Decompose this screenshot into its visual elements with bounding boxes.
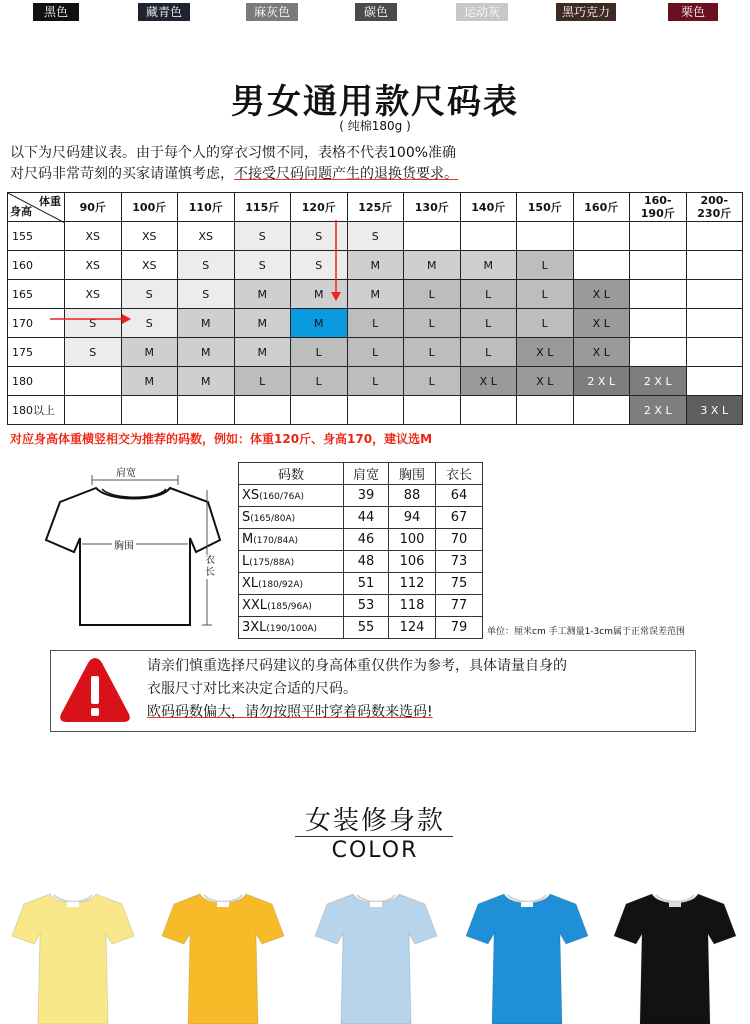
height-label: 180 (8, 367, 65, 396)
section-divider (295, 836, 453, 837)
measure-value: 53 (344, 595, 389, 617)
measure-value: 75 (436, 573, 483, 595)
measure-row (239, 529, 483, 551)
size-cell: L (404, 367, 461, 396)
measure-size-spec: (160/76A) (259, 492, 305, 502)
warning-icon (57, 654, 133, 726)
swatch-maroon[interactable]: 栗色 (668, 3, 718, 21)
size-cell: L (291, 367, 348, 396)
size-cell (573, 222, 630, 251)
size-cell (686, 251, 743, 280)
measure-size-code: S (242, 510, 251, 525)
measure-header-length: 衣长 (436, 463, 483, 485)
size-cell (630, 222, 687, 251)
swatch-dark-chocolate[interactable]: 黑巧克力 (556, 3, 616, 21)
size-cell (460, 396, 517, 425)
measure-value: 64 (436, 485, 483, 507)
size-cell: XS (65, 251, 122, 280)
measure-row (239, 617, 483, 639)
measurement-table (238, 462, 483, 639)
size-cell (573, 251, 630, 280)
weight-header-2: 110斤 (178, 193, 235, 222)
size-cell (234, 396, 291, 425)
size-cell: M (347, 280, 404, 309)
measure-value: 106 (389, 551, 436, 573)
measure-size (239, 551, 344, 573)
swatch-navy[interactable]: 藏青色 (138, 3, 190, 21)
measure-header-chest: 胸围 (389, 463, 436, 485)
size-cell: M (460, 251, 517, 280)
measure-size-code: XL (242, 576, 259, 591)
swatch-black[interactable]: 黑色 (33, 3, 79, 21)
size-cell: X L (573, 338, 630, 367)
weight-header-row (8, 193, 743, 222)
size-cell: L (291, 338, 348, 367)
size-cell: L (460, 338, 517, 367)
size-cell (686, 280, 743, 309)
size-cell: M (121, 338, 178, 367)
size-cell: L (460, 309, 517, 338)
size-recommendation-table (7, 192, 743, 425)
size-cell: M (234, 280, 291, 309)
shirt-black[interactable] (612, 888, 738, 1024)
measure-size-code: M (242, 532, 254, 547)
weight-header-11: 200- 230斤 (686, 193, 743, 222)
measure-size-spec: (165/80A) (250, 514, 296, 524)
size-cell: L (517, 309, 574, 338)
size-cell: X L (573, 280, 630, 309)
measure-value: 100 (389, 529, 436, 551)
weight-header-7: 140斤 (460, 193, 517, 222)
size-cell: 3 X L (686, 396, 743, 425)
measure-size-spec: (180/92A) (258, 580, 303, 590)
size-cell: S (178, 251, 235, 280)
swatch-sport-grey[interactable]: 运动灰 (456, 3, 508, 21)
height-row (8, 222, 743, 251)
measure-size-spec: (190/100A) (266, 624, 317, 634)
measure-value: 112 (389, 573, 436, 595)
size-cell: XS (65, 222, 122, 251)
size-cell: S (291, 222, 348, 251)
size-cell: L (234, 367, 291, 396)
size-table-body (8, 222, 743, 425)
size-cell (65, 396, 122, 425)
measure-row (239, 485, 483, 507)
size-cell (291, 396, 348, 425)
size-cell: M (291, 280, 348, 309)
measure-value: 94 (389, 507, 436, 529)
measure-row (239, 573, 483, 595)
measure-header-shoulder: 肩宽 (344, 463, 389, 485)
warning-line-2: 衣服尺寸对比来决定合适的尺码。 (147, 681, 357, 697)
size-cell: M (121, 367, 178, 396)
intro-line-2a: 对尺码非常苛刻的买家请谨慎考虑， (10, 166, 234, 182)
corner-weight-label: 体重 (39, 195, 61, 208)
size-cell: L (347, 367, 404, 396)
size-cell: 2 X L (573, 367, 630, 396)
weight-header-0: 90斤 (65, 193, 122, 222)
size-cell: XS (178, 222, 235, 251)
measure-value: 118 (389, 595, 436, 617)
weight-header-9: 160斤 (573, 193, 630, 222)
swatch-heather-grey[interactable]: 麻灰色 (246, 3, 298, 21)
size-cell (517, 396, 574, 425)
height-label: 160 (8, 251, 65, 280)
size-cell: 2 X L (630, 396, 687, 425)
measure-size-code: L (242, 554, 250, 569)
table-example-note: 对应身高体重横竖相交为推荐的码数，例如：体重120斤、身高170，建议选M (10, 432, 433, 446)
weight-header-1: 100斤 (121, 193, 178, 222)
size-cell (686, 367, 743, 396)
height-label: 180以上 (8, 396, 65, 425)
size-cell: X L (517, 338, 574, 367)
measure-size (239, 529, 344, 551)
height-row (8, 309, 743, 338)
size-cell (517, 222, 574, 251)
size-cell: XS (121, 251, 178, 280)
size-cell: S (234, 251, 291, 280)
height-row (8, 280, 743, 309)
measure-size (239, 595, 344, 617)
size-cell: XS (65, 280, 122, 309)
height-row (8, 251, 743, 280)
diagram-chest-label: 胸围 (112, 537, 136, 552)
measure-value: 44 (344, 507, 389, 529)
measure-value: 48 (344, 551, 389, 573)
weight-header-8: 150斤 (517, 193, 574, 222)
size-cell: L (404, 338, 461, 367)
measure-value: 39 (344, 485, 389, 507)
section-title: 女装修身款 (304, 806, 445, 836)
size-cell: M (178, 367, 235, 396)
measure-size-spec: (170/84A) (253, 536, 299, 546)
measure-row (239, 595, 483, 617)
weight-header-5: 125斤 (347, 193, 404, 222)
size-cell: S (121, 280, 178, 309)
shirt-sapphire[interactable] (464, 888, 590, 1024)
measure-value: 124 (389, 617, 436, 639)
measure-value: 70 (436, 529, 483, 551)
size-cell: S (121, 309, 178, 338)
weight-header-6: 130斤 (404, 193, 461, 222)
size-cell (630, 309, 687, 338)
shirt-gold[interactable] (160, 888, 286, 1024)
page-title: 男女通用款尺码表 (231, 82, 519, 122)
size-cell (630, 280, 687, 309)
measure-size-code: XXL (242, 598, 268, 613)
size-cell: M (347, 251, 404, 280)
intro-line-2b: 不接受尺码问题产生的退换货要求。 (234, 166, 458, 182)
unit-note: 单位：厘米cm 手工测量1-3cm属于正常误差范围 (487, 627, 685, 637)
measure-value: 73 (436, 551, 483, 573)
size-cell (630, 338, 687, 367)
intro-line-2 (10, 164, 458, 184)
size-cell: S (291, 251, 348, 280)
measure-value: 67 (436, 507, 483, 529)
size-cell: L (517, 251, 574, 280)
height-label: 175 (8, 338, 65, 367)
size-cell: L (347, 309, 404, 338)
size-cell: S (178, 280, 235, 309)
size-cell (460, 222, 517, 251)
size-cell (65, 367, 122, 396)
height-row (8, 396, 743, 425)
measure-size (239, 485, 344, 507)
size-cell (686, 338, 743, 367)
size-cell (178, 396, 235, 425)
shirt-light-yellow[interactable] (10, 888, 136, 1024)
size-cell: L (517, 280, 574, 309)
size-cell (686, 309, 743, 338)
size-cell: L (347, 338, 404, 367)
intro-line-1: 以下为尺码建议表。由于每个人的穿衣习惯不同，表格不代表100%准确 (10, 145, 457, 161)
measure-size-spec: (175/88A) (249, 558, 295, 568)
size-cell: L (404, 309, 461, 338)
height-row (8, 338, 743, 367)
size-cell: M (291, 309, 348, 338)
size-cell: M (234, 309, 291, 338)
measure-value: 77 (436, 595, 483, 617)
size-cell: XS (121, 222, 178, 251)
measure-value: 79 (436, 617, 483, 639)
size-cell: S (65, 338, 122, 367)
warning-line-1: 请亲们慎重选择尺码建议的身高体重仅供作为参考，具体请量自身的 (147, 658, 567, 674)
measure-size-spec: (185/96A) (267, 602, 312, 612)
measure-value: 88 (389, 485, 436, 507)
section-subtitle: COLOR (331, 838, 419, 863)
measure-row (239, 507, 483, 529)
measure-size (239, 617, 344, 639)
size-cell: 2 X L (630, 367, 687, 396)
swatch-charcoal[interactable]: 碳色 (355, 3, 397, 21)
size-cell: X L (460, 367, 517, 396)
height-label: 170 (8, 309, 65, 338)
measure-table-body (239, 485, 483, 639)
corner-height-label: 身高 (10, 205, 32, 218)
height-label: 155 (8, 222, 65, 251)
measure-value: 46 (344, 529, 389, 551)
warning-line-3: 欧码码数偏大，请勿按照平时穿着码数来选码! (147, 704, 433, 720)
size-cell: M (178, 309, 235, 338)
size-cell (630, 251, 687, 280)
measure-header-row (239, 463, 483, 485)
size-cell: M (234, 338, 291, 367)
height-label: 165 (8, 280, 65, 309)
measure-value: 51 (344, 573, 389, 595)
page-subtitle: ( 纯棉180g ) (339, 119, 411, 133)
shirt-light-blue[interactable] (313, 888, 439, 1024)
weight-header-4: 120斤 (291, 193, 348, 222)
measure-row (239, 551, 483, 573)
measure-size-code: 3XL (242, 620, 267, 635)
size-cell (686, 222, 743, 251)
diagram-shoulder-label: 肩宽 (114, 464, 138, 479)
diagram-length-label: 衣长 (205, 555, 215, 578)
size-cell: M (404, 251, 461, 280)
size-cell: S (234, 222, 291, 251)
measure-value: 55 (344, 617, 389, 639)
size-cell: S (347, 222, 404, 251)
size-cell: L (460, 280, 517, 309)
height-row (8, 367, 743, 396)
size-cell (573, 396, 630, 425)
size-cell (121, 396, 178, 425)
table-corner-header (8, 193, 65, 222)
size-cell: L (404, 280, 461, 309)
measure-header-size: 码数 (239, 463, 344, 485)
warning-box (50, 650, 696, 732)
size-cell (404, 222, 461, 251)
weight-header-10: 160- 190斤 (630, 193, 687, 222)
measure-size-code: XS (242, 488, 260, 503)
size-cell: X L (573, 309, 630, 338)
size-cell: X L (517, 367, 574, 396)
size-cell (404, 396, 461, 425)
color-swatch-bar (0, 3, 750, 23)
measure-size (239, 573, 344, 595)
weight-header-3: 115斤 (234, 193, 291, 222)
size-cell: M (178, 338, 235, 367)
size-cell (347, 396, 404, 425)
measure-size (239, 507, 344, 529)
size-cell: S (65, 309, 122, 338)
